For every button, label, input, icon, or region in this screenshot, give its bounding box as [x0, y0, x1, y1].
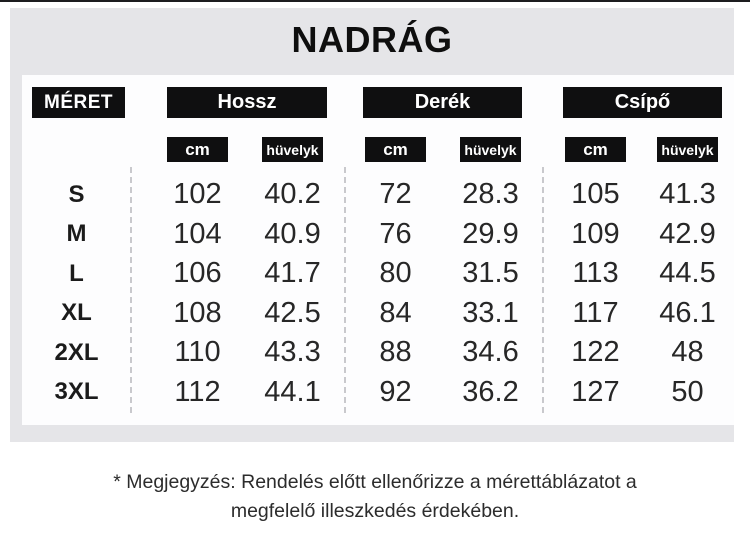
- value-cell: 46.1: [659, 296, 716, 329]
- size-label: 3XL: [54, 378, 99, 406]
- value-cell: 84: [379, 296, 412, 329]
- value-cell: 43.3: [264, 336, 321, 369]
- value-cell: 42.9: [659, 217, 716, 250]
- value-cell: 113: [572, 257, 619, 290]
- value-cell: 108: [173, 296, 222, 329]
- value-cell: 28.3: [462, 178, 519, 211]
- value-cell: 50: [671, 375, 704, 408]
- value-cell: 109: [571, 217, 620, 250]
- size-column: [22, 175, 131, 412]
- value-cell: 92: [379, 375, 412, 408]
- derek-cm-column: [365, 175, 426, 412]
- csipo-inch-column: [657, 175, 718, 412]
- group-header-hossz: Hossz: [167, 87, 327, 118]
- hossz-inch-column: [262, 175, 323, 412]
- value-cell: 72: [379, 178, 412, 211]
- chart-title: NADRÁG: [291, 19, 453, 60]
- value-cell: 44.1: [264, 375, 321, 408]
- unit-header-csipo-cm: cm: [565, 137, 626, 162]
- value-cell: 34.6: [462, 336, 519, 369]
- value-cell: 31.5: [462, 257, 519, 290]
- value-cell: 127: [571, 375, 620, 408]
- hossz-cm-column: [167, 175, 228, 412]
- value-cell: 104: [173, 217, 222, 250]
- unit-header-hossz-inch: hüvelyk: [262, 137, 323, 162]
- value-cell: 40.2: [264, 178, 321, 211]
- value-cell: 76: [379, 217, 412, 250]
- derek-inch-column: [460, 175, 521, 412]
- value-cell: 41.7: [264, 257, 321, 290]
- unit-header-hossz-cm: cm: [167, 137, 228, 162]
- value-cell: 117: [572, 296, 619, 329]
- value-cell: 29.9: [462, 217, 519, 250]
- column-separator-3: [542, 167, 544, 413]
- size-label: 2XL: [54, 338, 99, 366]
- size-label: L: [69, 259, 84, 287]
- value-cell: 33.1: [462, 296, 519, 329]
- value-cell: 80: [379, 257, 412, 290]
- footnote: [0, 468, 750, 526]
- footnote-line-1: * Megjegyzés: Rendelés előtt ellenőrizze a mérettáblázatot a: [113, 471, 637, 493]
- size-label: M: [66, 220, 87, 248]
- value-cell: 110: [174, 336, 221, 369]
- value-cell: 105: [571, 178, 620, 211]
- value-cell: 41.3: [659, 178, 716, 211]
- value-cell: 122: [571, 336, 620, 369]
- size-label: XL: [61, 299, 92, 327]
- value-cell: 106: [173, 257, 222, 290]
- group-header-csipo: Csípő: [563, 87, 722, 118]
- size-table: [22, 75, 734, 425]
- unit-header-derek-inch: hüvelyk: [460, 137, 521, 162]
- size-column-header: MÉRET: [32, 87, 125, 118]
- footnote-line-2: megfelelő illeszkedés érdekében.: [230, 500, 520, 522]
- csipo-cm-column: [565, 175, 626, 412]
- value-cell: 112: [174, 375, 221, 408]
- top-border-line: [0, 0, 750, 2]
- value-cell: 88: [379, 336, 412, 369]
- size-label: S: [68, 180, 85, 208]
- value-cell: 36.2: [462, 375, 519, 408]
- value-cell: 44.5: [659, 257, 716, 290]
- value-cell: 102: [173, 178, 222, 211]
- value-cell: 40.9: [264, 217, 321, 250]
- value-cell: 48: [671, 336, 704, 369]
- unit-header-csipo-inch: hüvelyk: [657, 137, 718, 162]
- unit-header-derek-cm: cm: [365, 137, 426, 162]
- group-header-derek: Derék: [363, 87, 522, 118]
- value-cell: 42.5: [264, 296, 321, 329]
- column-separator-2: [344, 167, 346, 413]
